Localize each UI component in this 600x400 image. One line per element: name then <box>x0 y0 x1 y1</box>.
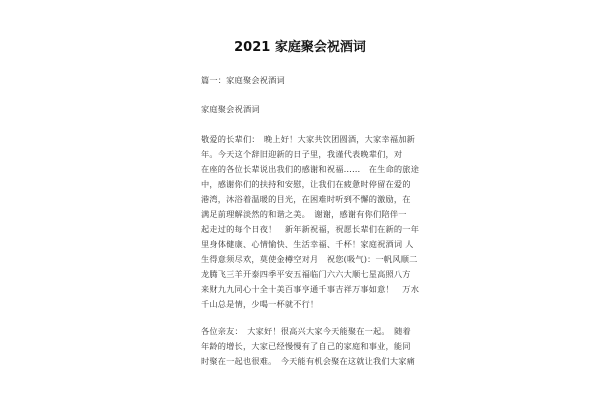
paragraph-line: 年龄的增长，大家已经慢慢有了自己的家庭和事业，能同 <box>201 341 411 351</box>
subtitle: 家庭聚会祝酒词 <box>201 104 260 114</box>
paragraph-line: 起走过的每个日夜！ 新年新祝福，祝愿长辈们在新的一年 <box>201 224 420 234</box>
paragraph-line: 里身体健康、心情愉快、生活幸福、千杯！家庭祝酒词 人 <box>201 239 414 249</box>
paragraph-line: 港湾，沐浴着温暖的目光，在困难时听到不懈的激励，在 <box>201 194 411 204</box>
paragraph-line: 中，感谢你们的扶持和安慰，让我们在疲惫时停留在爱的 <box>201 179 411 189</box>
document-title: 2021 家庭聚会祝酒词 <box>234 40 366 55</box>
paragraph-line: 时聚在一起也很难。 今天能有机会聚在这就让我们大家痛 <box>201 356 415 366</box>
paragraph-line: 年。今天这个辞旧迎新的日子里，我谨代表晚辈们，对 <box>201 149 403 159</box>
paragraph-line: 龙腾飞三羊开泰四季平安五福临门六六大顺七星高照八方 <box>201 269 411 279</box>
paragraph-line: 满足前理解淡然的和谐之美。 谢谢，感谢有你们陪伴一 <box>201 209 407 219</box>
section-heading: 篇一：家庭聚会祝酒词 <box>201 75 285 85</box>
paragraph-line: 来财九九同心十全十美百事亨通千事吉祥万事如意！ 万水 <box>201 284 420 294</box>
paragraph-line: 千山总是情，少喝一杯就不行！ <box>201 299 319 309</box>
paragraph-line: 敬爱的长辈们： 晚上好！大家共饮团圆酒，大家幸福加新 <box>201 134 415 144</box>
paragraph-line: 生得意须尽欢，莫使金樽空对月 祝您(吸气)：一帆风顺二 <box>201 254 418 264</box>
paragraph-line: 在座的各位长辈说出我们的感谢和祝福…… 在生命的旅途 <box>201 164 420 174</box>
paragraph-line: 各位亲友： 大家好！很高兴大家今天能聚在一起。 随着 <box>201 326 411 336</box>
